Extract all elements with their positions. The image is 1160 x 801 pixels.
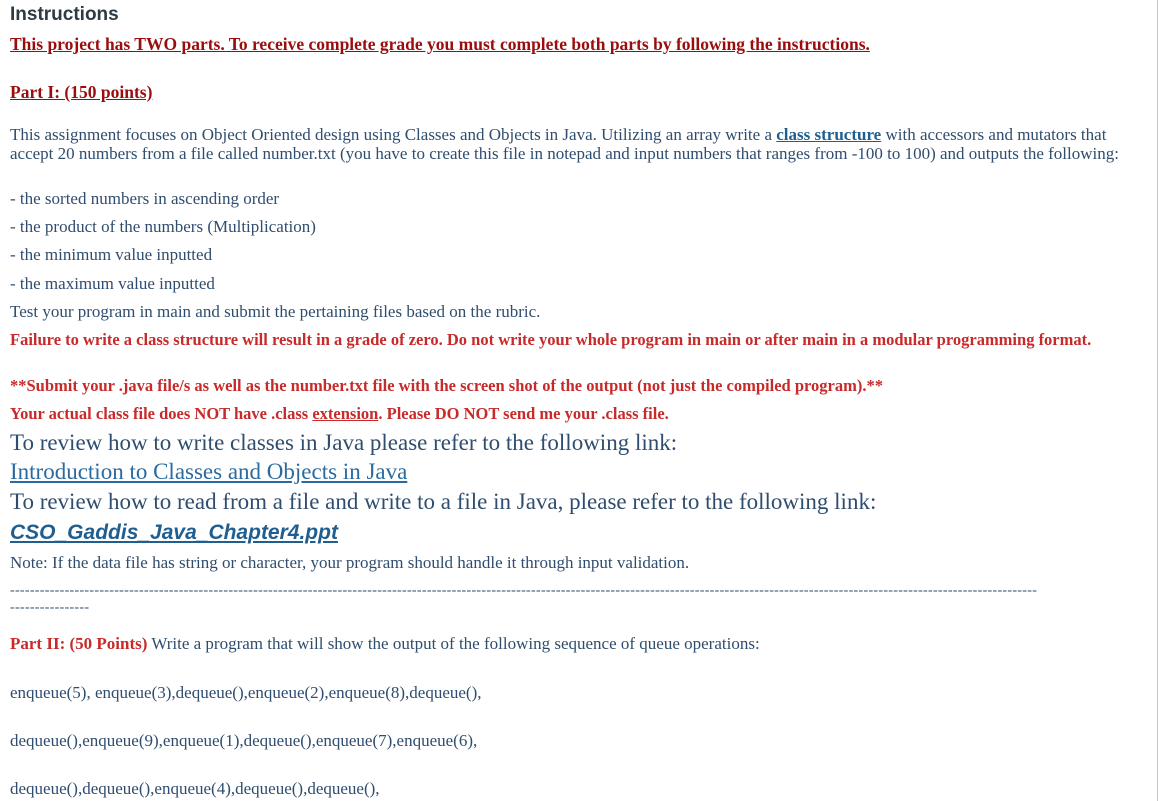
class-structure-link[interactable]: class structure	[776, 125, 882, 144]
output-item-maximum: - the maximum value inputted	[10, 274, 215, 293]
output-item-sorted: - the sorted numbers in ascending order	[10, 189, 280, 208]
class-note-suffix: . Please DO NOT send me your .class file.	[378, 404, 669, 423]
part2-description: Write a program that will show the output of the following sequence of queue operations:	[147, 634, 760, 653]
gaddis-chapter4-link[interactable]: CSO_Gaddis_Java_Chapter4.ppt	[10, 521, 338, 544]
queue-sequence-line-2: dequeue(),enqueue(9),enqueue(1),dequeue(),enqueue(7),enqueue(6),	[10, 731, 478, 750]
output-item-product: - the product of the numbers (Multiplication)	[10, 217, 316, 236]
output-item-minimum: - the minimum value inputted	[10, 245, 213, 264]
class-note-prefix: Your actual class file does NOT have .class	[10, 404, 313, 423]
input-validation-note: Note: If the data file has string or character, your program should handle it through input validation.	[10, 553, 690, 572]
separator-line-2: ----------------	[10, 600, 90, 615]
part2-heading	[10, 634, 760, 653]
part1-heading: Part I: (150 points)	[10, 82, 153, 102]
two-parts-notice: This project has TWO parts. To receive complete grade you must complete both parts by following the instructions.	[10, 34, 870, 54]
queue-sequence-line-3: dequeue(),dequeue(),enqueue(4),dequeue(),dequeue(),	[10, 779, 380, 798]
review-classes-text: To review how to write classes in Java please refer to the following link:	[10, 430, 678, 455]
separator-line-1: ---------------------------------------------------------------------------------------------------------------------------------------------------------------------------------------------------------------	[10, 583, 1038, 598]
part1-description-text-start: This assignment focuses on Object Oriented design using Classes and Objects in Java. Utilizing an array write a	[10, 125, 777, 144]
class-file-note	[10, 405, 669, 423]
part1-description	[10, 125, 1138, 163]
classes-objects-link[interactable]: Introduction to Classes and Objects in Java	[10, 459, 408, 484]
part2-label: Part II: (50 Points)	[10, 634, 148, 653]
instructions-title: Instructions	[10, 4, 119, 25]
class-note-extension: extension	[312, 404, 379, 423]
review-files-text: To review how to read from a file and write to a file in Java, please refer to the following link:	[10, 489, 877, 514]
test-instructions: Test your program in main and submit the pertaining files based on the rubric.	[10, 302, 541, 321]
part1-description-text-end: with accessors and mutators that accept 20 numbers from a file called number.txt (you have to create this file in notepad and input numbers that ranges from -100 to 100) and outputs the following:	[10, 125, 1119, 163]
queue-sequence-line-1: enqueue(5), enqueue(3),dequeue(),enqueue(2),enqueue(8),dequeue(),	[10, 683, 482, 702]
failure-warning: Failure to write a class structure will result in a grade of zero. Do not write your whole program in main or after main in a modular programming format.	[10, 330, 1092, 349]
submit-note: **Submit your .java file/s as well as the number.txt file with the screen shot of the output (not just the compiled program).**	[10, 376, 883, 395]
